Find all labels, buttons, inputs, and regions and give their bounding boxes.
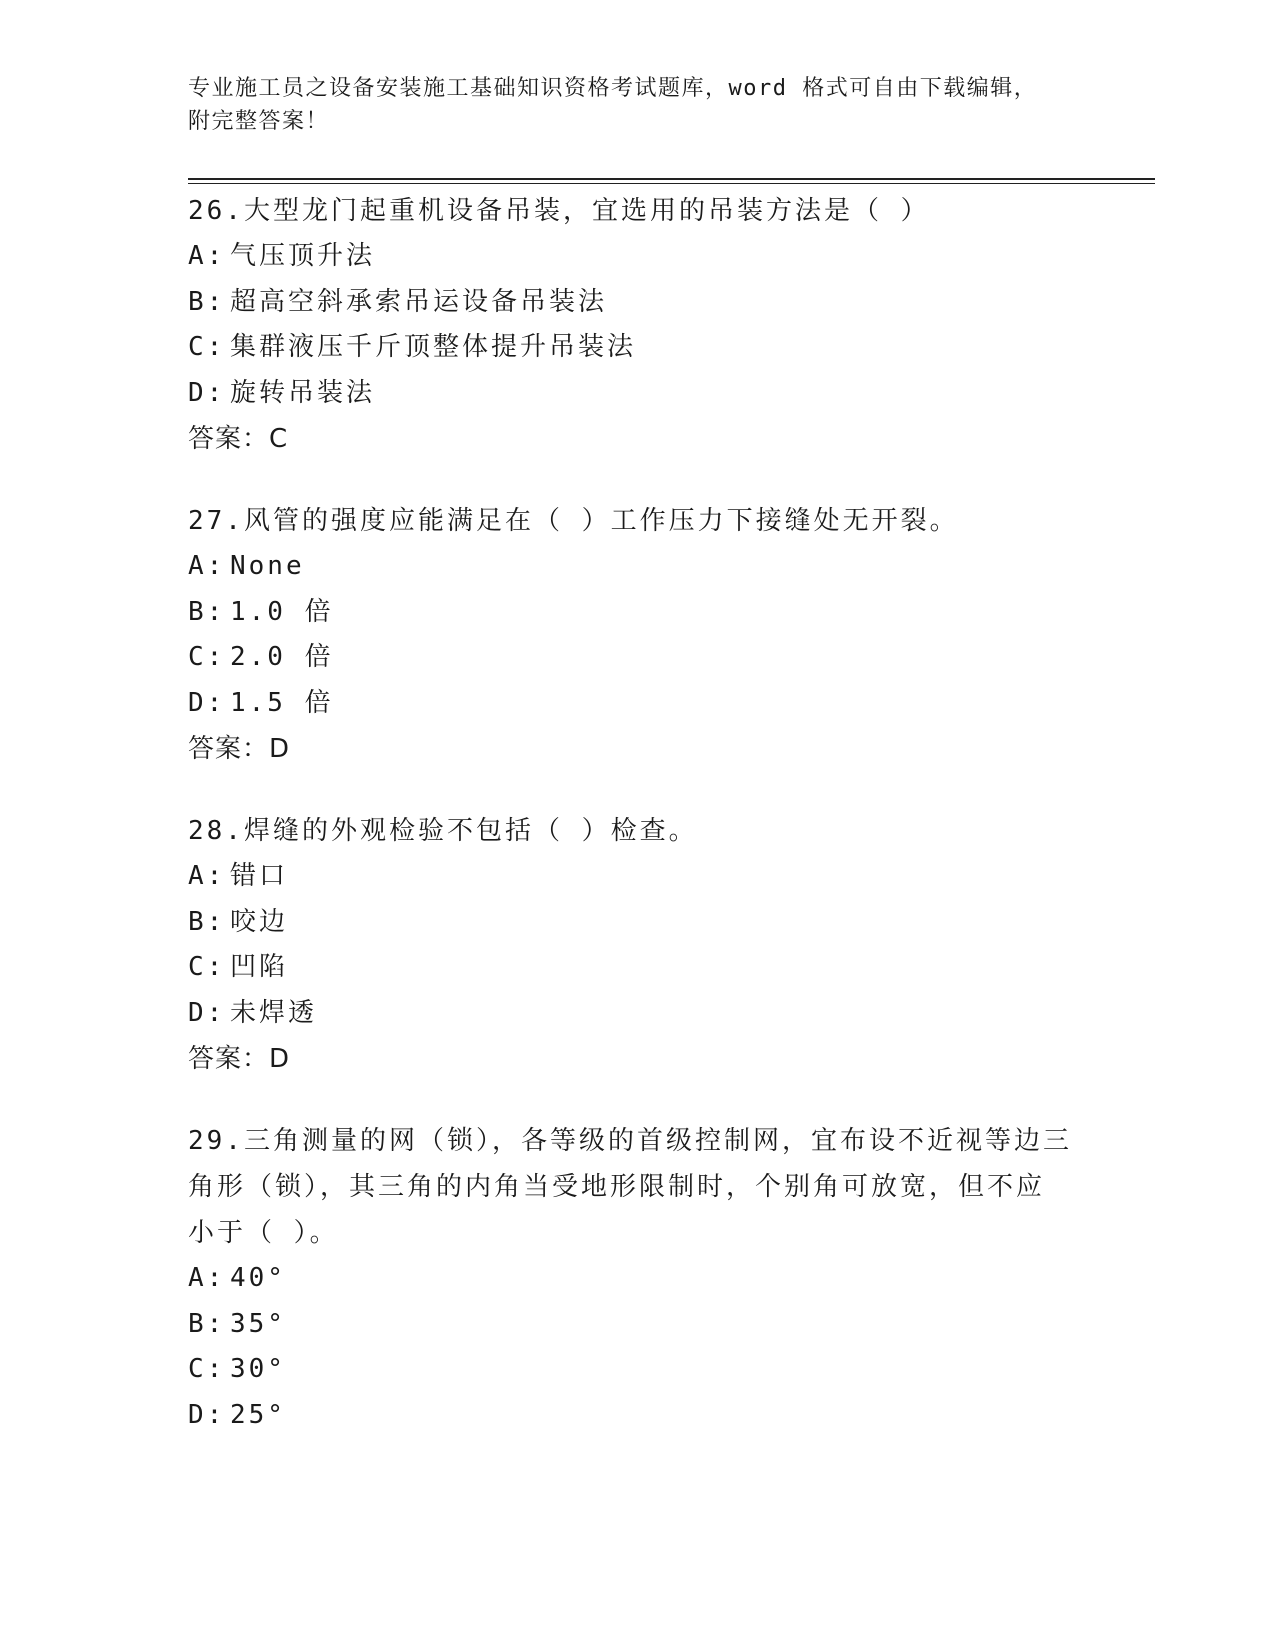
- option-letter: A:: [188, 241, 226, 271]
- option-c: [188, 945, 1088, 991]
- option-text: None: [230, 551, 305, 581]
- option-letter: B:: [188, 596, 226, 627]
- option-letter: C:: [188, 952, 226, 982]
- option-letter: D:: [188, 687, 226, 718]
- option-letter: C:: [188, 642, 226, 672]
- question-list: [188, 188, 1088, 1474]
- question-stem: [188, 498, 1088, 544]
- question-28: [188, 808, 1088, 1082]
- question-stem: [188, 808, 1088, 854]
- question-number: 26.: [188, 196, 244, 226]
- option-c: [188, 635, 1088, 681]
- option-text: 未焊透: [230, 997, 318, 1028]
- question-stem-line-2: 角形（锁），其三角的内角当受地形限制时，个别角可放宽，但不应: [188, 1172, 1046, 1202]
- question-29: [188, 1118, 1088, 1438]
- answer-line: 答案：D: [188, 734, 291, 764]
- option-b: [188, 1302, 1088, 1348]
- option-a: [188, 544, 1088, 590]
- question-number: 29.: [188, 1126, 244, 1156]
- option-list: [188, 854, 1088, 1036]
- option-text: 1.0 倍: [230, 596, 334, 627]
- question-text: 焊缝的外观检验不包括（ ）检查。: [243, 816, 698, 846]
- answer-line: 答案：D: [188, 1044, 291, 1074]
- option-text: 25°: [230, 1399, 286, 1430]
- option-c: [188, 1347, 1088, 1393]
- question-stem: [188, 188, 1088, 234]
- option-text: 旋转吊装法: [230, 377, 376, 408]
- header-line-1: 专业施工员之设备安装施工基础知识资格考试题库，word 格式可自由下载编辑，: [188, 76, 1038, 101]
- option-text: 凹陷: [230, 952, 289, 982]
- question-text: 三角测量的网（锁），各等级的首级控制网，宜布设不近视等边三: [243, 1126, 1072, 1156]
- option-d: [188, 991, 1088, 1037]
- option-letter: A:: [188, 1263, 226, 1293]
- option-list: [188, 234, 1088, 416]
- question-text: 大型龙门起重机设备吊装，宜选用的吊装方法是（ ）: [243, 196, 930, 226]
- option-b: [188, 590, 1088, 636]
- option-d: [188, 681, 1088, 727]
- option-a: [188, 854, 1088, 900]
- option-letter: D:: [188, 997, 226, 1028]
- question-text: 风管的强度应能满足在（ ）工作压力下接缝处无开裂。: [243, 506, 959, 536]
- option-letter: B:: [188, 906, 226, 937]
- question-number: 27.: [188, 506, 244, 536]
- option-d: [188, 1393, 1088, 1439]
- option-text: 2.0 倍: [230, 642, 334, 672]
- header-divider-thin: [188, 183, 1155, 184]
- option-letter: D:: [188, 377, 226, 408]
- question-number: 28.: [188, 816, 244, 846]
- option-letter: D:: [188, 1399, 226, 1430]
- option-b: [188, 280, 1088, 326]
- option-c: [188, 325, 1088, 371]
- option-list: [188, 544, 1088, 726]
- option-text: 1.5 倍: [230, 687, 334, 718]
- option-text: 40°: [230, 1263, 286, 1293]
- option-letter: B:: [188, 286, 226, 317]
- header-line-2: 附完整答案！: [188, 109, 330, 134]
- option-text: 35°: [230, 1308, 286, 1339]
- question-27: [188, 498, 1088, 772]
- option-letter: C:: [188, 332, 226, 362]
- option-a: [188, 1256, 1088, 1302]
- header-divider-thick: [188, 178, 1155, 180]
- option-letter: A:: [188, 861, 226, 891]
- option-text: 错口: [230, 861, 289, 891]
- option-text: 超高空斜承索吊运设备吊装法: [230, 286, 608, 317]
- option-b: [188, 900, 1088, 946]
- option-text: 咬边: [230, 906, 289, 937]
- question-stem-line-1: [188, 1118, 1088, 1164]
- document-header: [188, 72, 1068, 138]
- option-a: [188, 234, 1088, 280]
- question-stem-line-3: 小于（ ）。: [188, 1218, 339, 1248]
- question-26: [188, 188, 1088, 462]
- option-list: [188, 1256, 1088, 1438]
- option-text: 气压顶升法: [230, 241, 376, 271]
- option-letter: A:: [188, 551, 226, 581]
- option-d: [188, 371, 1088, 417]
- question-stem: [188, 1118, 1088, 1256]
- answer-line: 答案：C: [188, 424, 289, 454]
- option-letter: B:: [188, 1308, 226, 1339]
- option-text: 集群液压千斤顶整体提升吊装法: [230, 332, 637, 362]
- option-letter: C:: [188, 1354, 226, 1384]
- option-text: 30°: [230, 1354, 286, 1384]
